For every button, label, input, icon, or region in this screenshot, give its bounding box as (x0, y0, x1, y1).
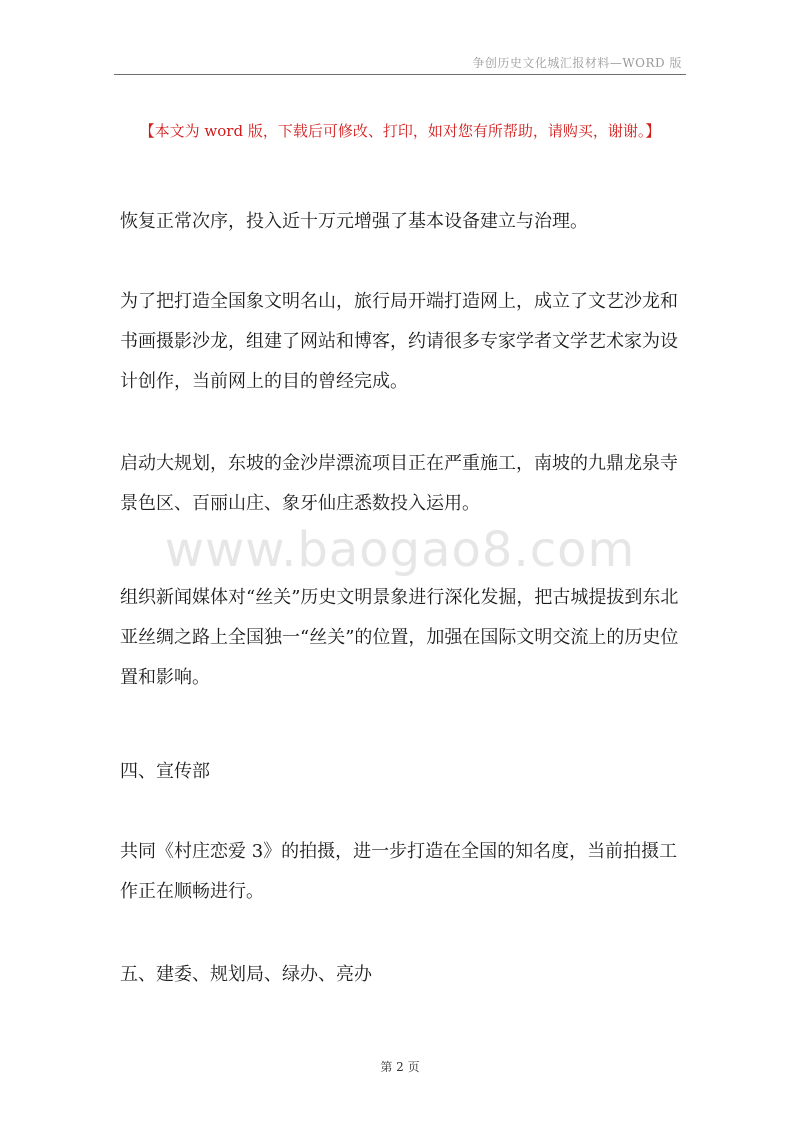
running-header: 争创历史文化城汇报材料—WORD 版 (472, 56, 682, 70)
paragraph-5: 共同《村庄恋爱 3》的拍摄，进一步打造在全国的知名度，当前拍摄工作正在顺畅进行。 (120, 841, 678, 902)
section-heading-5: 五、建委、规划局、绿办、亮办 (120, 964, 372, 985)
paragraph-1: 恢复正常次序，投入近十万元增强了基本设备建立与治理。 (120, 211, 588, 232)
paragraph-3: 启动大规划，东坡的金沙岸漂流项目正在严重施工，南坡的九鼎龙泉寺景色区、百丽山庄、象牙仙庄悉数投入运用。 (120, 453, 678, 514)
paragraph-2: 为了把打造全国象文明名山，旅行局开端打造网上，成立了文艺沙龙和书画摄影沙龙，组建了网站和博客，约请很多专家学者文学艺术家为设计创作，当前网上的目的曾经完成。 (120, 291, 678, 392)
paragraph-4: 组织新闻媒体对“丝关”历史文明景象进行深化发掘，把古城提拔到东北亚丝绸之路上全国独一“丝关”的位置，加强在国际文明交流上的历史位置和影响。 (120, 587, 679, 688)
header-divider (114, 74, 686, 75)
section-heading-4: 四、宣传部 (120, 761, 210, 782)
red-notice: 【本文为 word 版，下载后可修改、打印，如对您有所帮助，请购买，谢谢。】 (139, 122, 661, 140)
page-number: 第 2 页 (380, 1060, 420, 1074)
watermark: www.baogao8.com (164, 522, 636, 578)
